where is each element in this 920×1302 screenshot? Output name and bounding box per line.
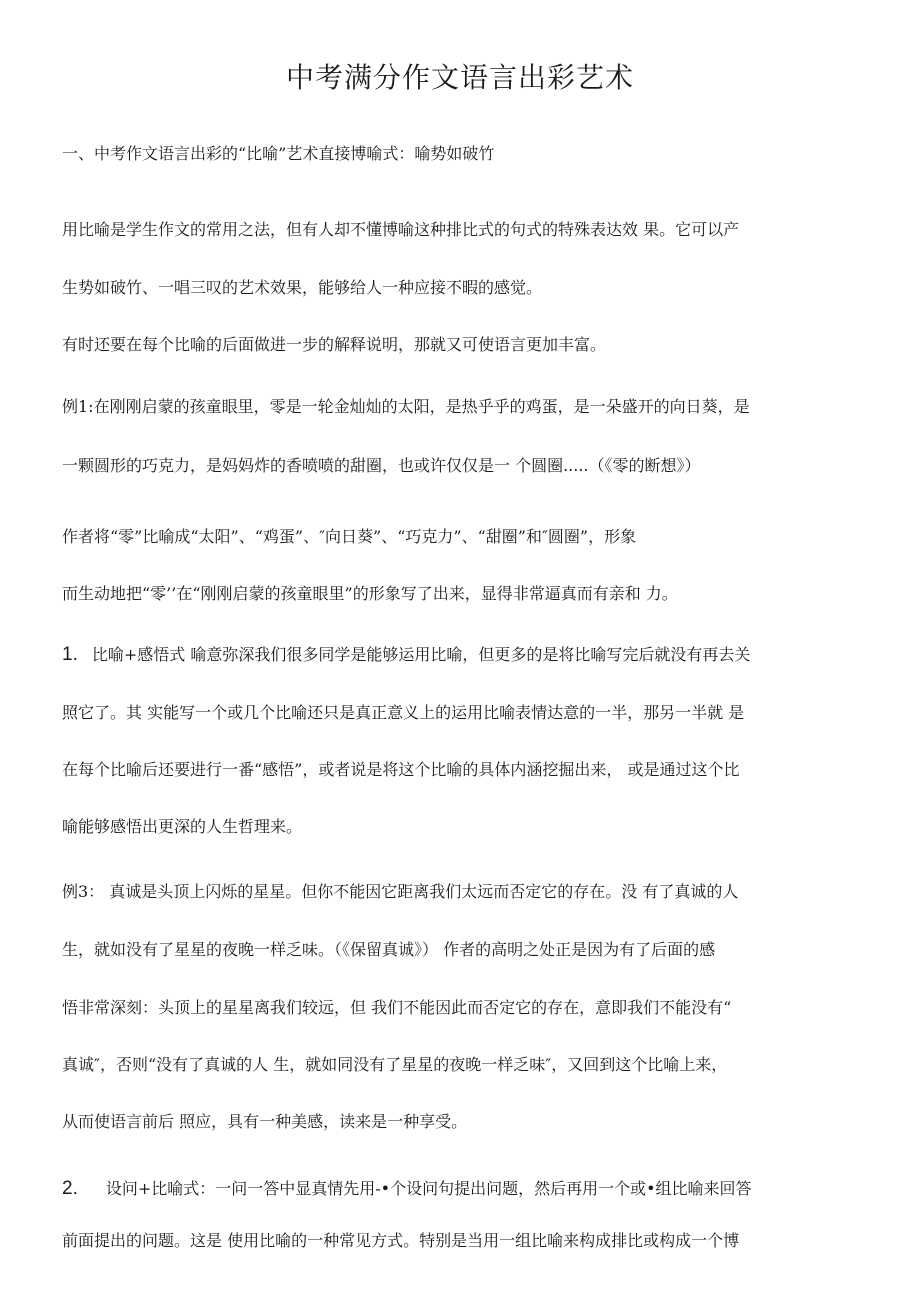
example-line: 真诚″，否则“没有了真诚的人 生，就如同没有了星星的夜晚一样乏味″，又回到这个比喻上来， — [62, 1055, 728, 1074]
paragraph-line: 前面提出的问题。这是 使用比喻的一种常见方式。特别是当用一组比喻来构成排比或构成一个博 — [62, 1231, 740, 1250]
analysis-line: 作者将“零”比喻成“太阳”、“鸡蛋”、″向日葵”、“巧克力”、“甜圈”和″圆圈”，形象 — [62, 527, 637, 546]
document-title: 中考满分作文语言出彩艺术 — [285, 61, 634, 94]
list-number: 1. — [62, 644, 78, 665]
example-line: 例1:在刚刚启蒙的孩童眼里，零是一轮金灿灿的太阳，是热乎乎的鸡蛋，是一朵盛开的向日葵，是 — [62, 397, 750, 416]
paragraph-line: 照它了。其 实能写一个或几个比喻还只是真正意义上的运用比喻表情达意的一半，那另一半就 是 — [62, 703, 745, 722]
list-number: 2. — [62, 1178, 78, 1199]
example-line: 从而使语言前后 照应，具有一种美感，读来是一种享受。 — [62, 1112, 468, 1131]
paragraph-line: 在每个比喻后还要进行一番“感悟”，或者说是将这个比喻的具体内涵挖掘出来， 或是通过这个比 — [62, 760, 740, 779]
example-line: 生，就如没有了星星的夜晚一样乏味。（《保留真诚》） 作者的高明之处正是因为有了后面的感 — [62, 940, 716, 959]
paragraph-line: 用比喻是学生作文的常用之法，但有人却不懂博喻这种排比式的句式的特殊表达效 果。它可以产 — [62, 220, 740, 239]
section-heading: 一、中考作文语言出彩的“比喻”艺术直接博喻式：喻势如破竹 — [62, 144, 495, 163]
list-item-2-first-line — [62, 1177, 862, 1201]
paragraph-line: 有时还要在每个比喻的后面做进一步的解释说明，那就又可使语言更加丰富。 — [62, 335, 607, 354]
analysis-line: 而生动地把“零’’在“刚刚启蒙的孩童眼里”的形象写了出来，显得非常逼真而有亲和 力。 — [62, 584, 678, 603]
paragraph-line: 喻能够感悟出更深的人生哲理来。 — [62, 817, 303, 836]
example-line: 悟非常深刻：头顶上的星星离我们较远，但 我们不能因此而否定它的存在，意即我们不能没有“ — [62, 998, 732, 1017]
example-line: 一颗圆形的巧克力，是妈妈炸的香喷喷的甜圈，也或许仅仅是一 个圆圈.....（《零的断想》） — [62, 456, 701, 475]
paragraph-line: 生势如破竹、一唱三叹的艺术效果，能够给人一种应接不暇的感觉。 — [62, 278, 543, 297]
example-line: 例3： 真诚是头顶上闪烁的星星。但你不能因它距离我们太远而否定它的存在。没 有了真诚的人 — [62, 882, 739, 901]
list-item-text: 设问+比喻式：一问一答中显真情先用-•个设问句提出问题，然后再用一个或•组比喻来回答 — [105, 1179, 752, 1198]
list-item-text: 比喻+感悟式 喻意弥深我们很多同学是能够运用比喻，但更多的是将比喻写完后就没有再去关 — [91, 645, 751, 664]
list-item-1-first-line — [62, 643, 862, 667]
